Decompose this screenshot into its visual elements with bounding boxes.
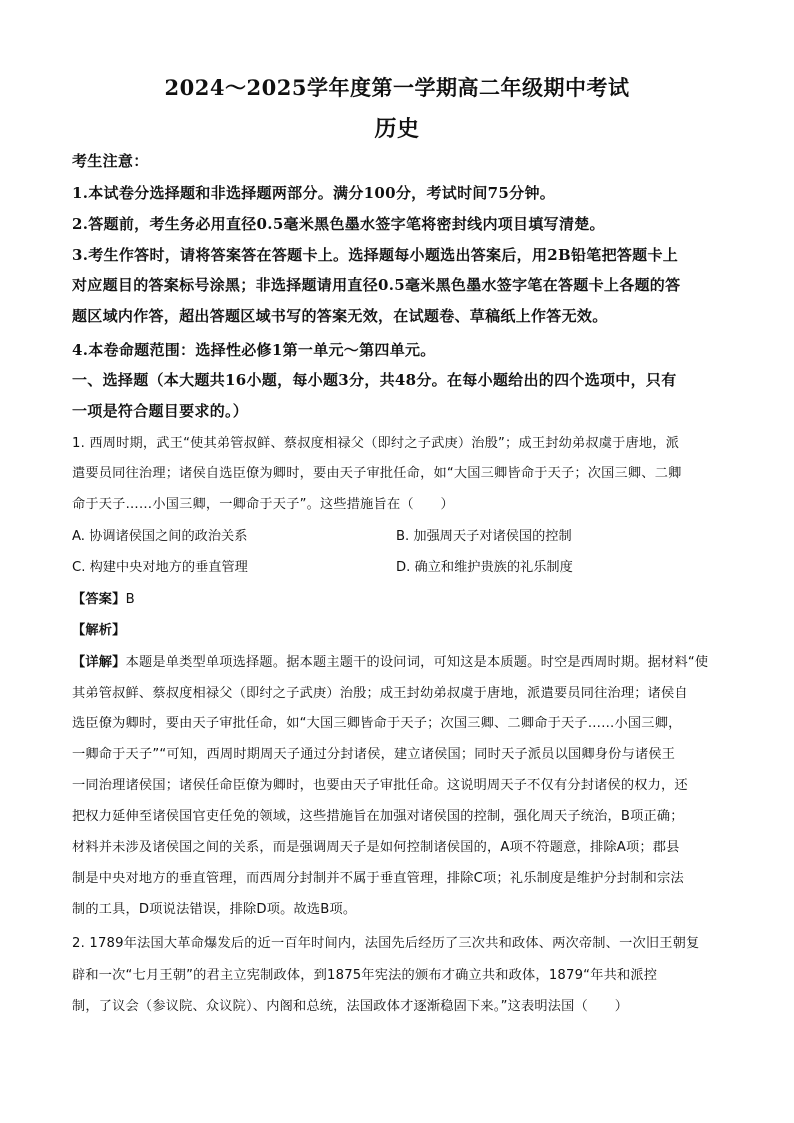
notice-item-3-line-1: 3.考生作答时，请将答案答在答题卡上。选择题每小题选出答案后，用2B铅笔把答题卡上 [72, 246, 679, 264]
q1-option-d: D. 确立和维护贵族的礼乐制度 [396, 560, 573, 575]
q1-detail-line-3: 选臣僚为卿时，要由天子审批任命，如“大国三卿皆命于天子；次国三卿、二卿命于天子……小国三卿， [72, 716, 682, 731]
notice-item-4: 4.本卷命题范围：选择性必修1第一单元～第四单元。 [72, 341, 436, 359]
q1-detail-line-2: 其弟管叔鲜、蔡叔度相禄父（即纣之子武庚）治殷；成王封幼弟叔虞于唐地，派遣要员同往治理；诸侯自 [72, 686, 688, 701]
q1-detail-line-9: 制的工具，D项说法错误，排除D项。故选B项。 [72, 902, 357, 917]
answer-value: B [125, 592, 135, 607]
q1-option-b: B. 加强周天子对诸侯国的控制 [396, 529, 572, 544]
notice-item-2: 2.答题前，考生务必用直径0.5毫米黑色墨水签字笔将密封线内项目填写清楚。 [72, 215, 605, 233]
exam-subject: 历史 [374, 116, 420, 142]
q1-detail-line-4: 一卿命于天子”“可知，西周时期周天子通过分封诸侯，建立诸侯国；同时天子派员以国卿身份与诸侯王 [72, 747, 676, 762]
notice-item-3-line-2: 对应题目的答案标号涂黑；非选择题请用直径0.5毫米黑色墨水签字笔在答题卡上各题的答 [72, 276, 681, 294]
section-heading-line-1: 一、选择题（本大题共16小题，每小题3分，共48分。在每小题给出的四个选项中，只有 [72, 371, 677, 389]
q1-detail-line-6: 把权力延伸至诸侯国官吏任免的领域，这些措施旨在加强对诸侯国的控制，强化周天子统治，B项正确； [72, 809, 684, 824]
q1-detail-line-8: 制是中央对地方的垂直管理，而西周分封制并不属于垂直管理，排除C项；礼乐制度是维护分封制和宗法 [72, 871, 684, 886]
q1-stem-line-2: 遣要员同往治理；诸侯自选臣僚为卿时，要由天子审批任命，如“大国三卿皆命于天子；次国三卿、二卿 [72, 466, 682, 481]
exam-title: 2024～2025学年度第一学期高二年级期中考试 [164, 75, 630, 100]
answer-label: 【答案】 [72, 592, 126, 607]
section-heading-line-2: 一项是符合题目要求的。） [72, 402, 249, 420]
q1-detail-line-5: 一同治理诸侯国；诸侯任命臣僚为卿时，也要由天子审批任命。这说明周天子不仅有分封诸侯的权力，还 [72, 778, 688, 793]
q1-detail-line-7: 材料并未涉及诸侯国之间的关系，而是强调周天子是如何控制诸侯国的，A项不符题意，排除A项；郡县 [72, 840, 680, 855]
q1-analysis-label [72, 619, 732, 638]
q2-stem-line-2: 辟和一次“七月王朝”的君主立宪制政体，到1875年宪法的颁布才确立共和政体，1879“年共和派控 [72, 968, 658, 983]
q1-detail-line-1 [72, 651, 732, 670]
detail-text: 本题是单类型单项选择题。据本题主题干的设问词，可知这是本质题。时空是西周时期。据材料“使 [125, 655, 709, 670]
q1-stem-line-3: 命于天子……小国三卿，一卿命于天子”。这些措施旨在（ ） [72, 497, 454, 512]
q1-option-a: A. 协调诸侯国之间的政治关系 [72, 529, 248, 544]
analysis-label: 【解析】 [72, 623, 126, 638]
notice-item-1: 1.本试卷分选择题和非选择题两部分。满分100分，考试时间75分钟。 [72, 184, 556, 202]
notice-heading: 考生注意： [72, 152, 149, 170]
q2-stem-line-3: 制，了议会（参议院、众议院）、内阁和总统，法国政体才逐渐稳固下来。”这表明法国（ ） [72, 999, 629, 1014]
notice-item-3-line-3: 题区域内作答，超出答题区域书写的答案无效，在试题卷、草稿纸上作答无效。 [72, 307, 608, 325]
q1-option-c: C. 构建中央对地方的垂直管理 [72, 560, 248, 575]
q1-stem-line-1: 1. 西周时期，武王“使其弟管叔鲜、蔡叔度相禄父（即纣之子武庚）治殷”；成王封幼弟叔虞于唐地，派 [72, 436, 680, 451]
q1-answer [72, 588, 732, 607]
detail-label: 【详解】 [72, 655, 126, 670]
q2-stem-line-1: 2. 1789年法国大革命爆发后的近一百年时间内，法国先后经历了三次共和政体、两次帝制、一次旧王朝复 [72, 936, 700, 951]
